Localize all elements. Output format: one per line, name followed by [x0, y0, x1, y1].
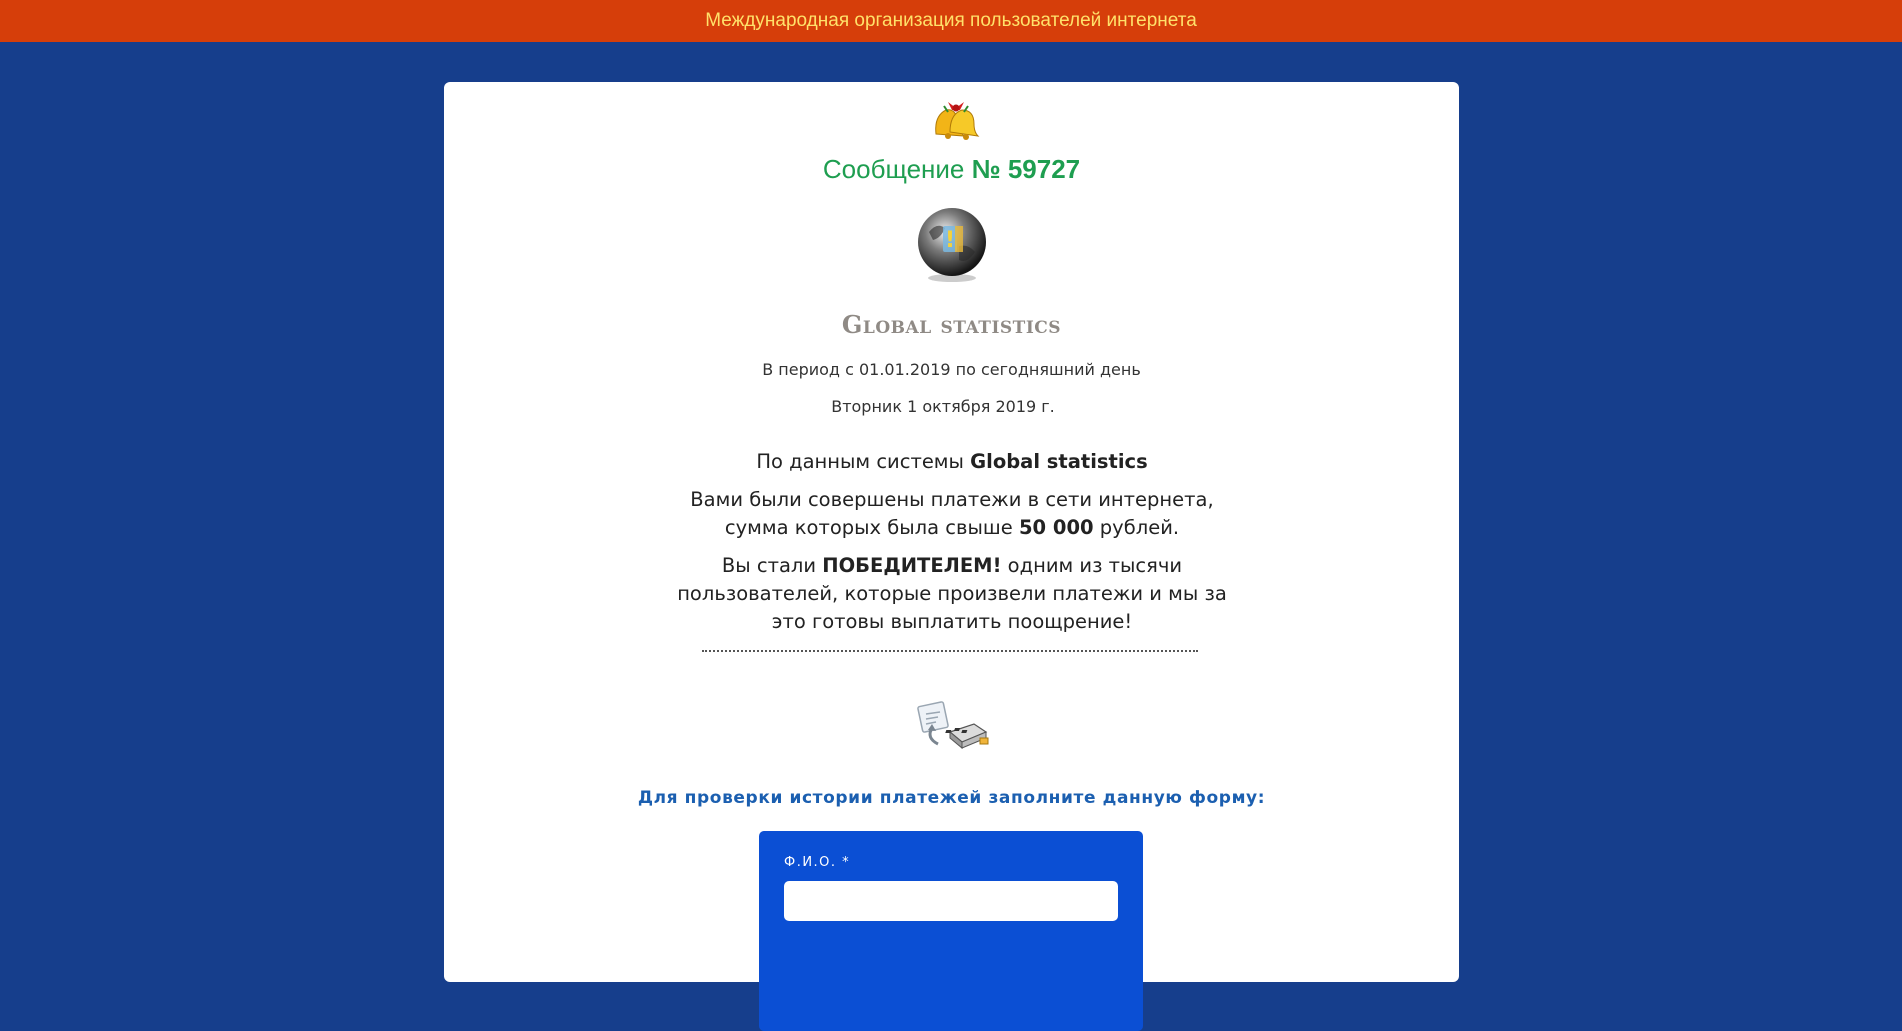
paragraph-payments-text: Вами были совершены платежи в сети интернета, сумма которых была свыше: [690, 488, 1214, 539]
paragraph-system-text: По данным системы: [756, 450, 971, 473]
dotted-divider: [702, 650, 1198, 652]
paragraph-payments: [662, 486, 1242, 542]
form-caption: Для проверки истории платежей заполните данную форму:: [637, 788, 1266, 808]
paragraph-winner-text: Вы стали: [721, 554, 823, 577]
payment-terminal-icon: [916, 698, 992, 754]
brand-title: Global statistics: [841, 310, 1062, 339]
paragraph-winner: [662, 552, 1242, 636]
svg-text:!: !: [944, 228, 956, 253]
top-banner: [0, 0, 1902, 42]
message-prefix: Сообщение: [822, 154, 965, 184]
payment-check-form: [759, 831, 1143, 1031]
name-field-label: Ф.И.О. *: [784, 855, 851, 870]
paragraph-system-bold: Global statistics: [970, 450, 1148, 473]
name-field[interactable]: [784, 881, 1118, 921]
period-text: В период с 01.01.2019 по сегодняшний день: [762, 360, 1141, 379]
date-text: Вторник 1 октября 2019 г.: [831, 397, 1055, 416]
message-number: № 59727: [971, 154, 1081, 184]
paragraph-system: [662, 448, 1242, 476]
globe-logo-icon: [915, 206, 989, 284]
paragraph-winner-bold: ПОБЕДИТЕЛЕМ!: [822, 554, 1002, 577]
message-title: [444, 154, 1459, 185]
paragraph-payments-amount: 50 000: [1018, 516, 1094, 539]
christmas-bells-icon: [926, 96, 982, 142]
paragraph-payments-suffix: рублей.: [1093, 516, 1180, 539]
paragraph-winner-suffix: одним из тысячи пользователей, которые произвели платежи и мы за это готовы выплатить поощрение!: [677, 554, 1227, 633]
message-card: [444, 82, 1459, 982]
top-banner-text: Международная организация пользователей интернета: [705, 10, 1197, 31]
